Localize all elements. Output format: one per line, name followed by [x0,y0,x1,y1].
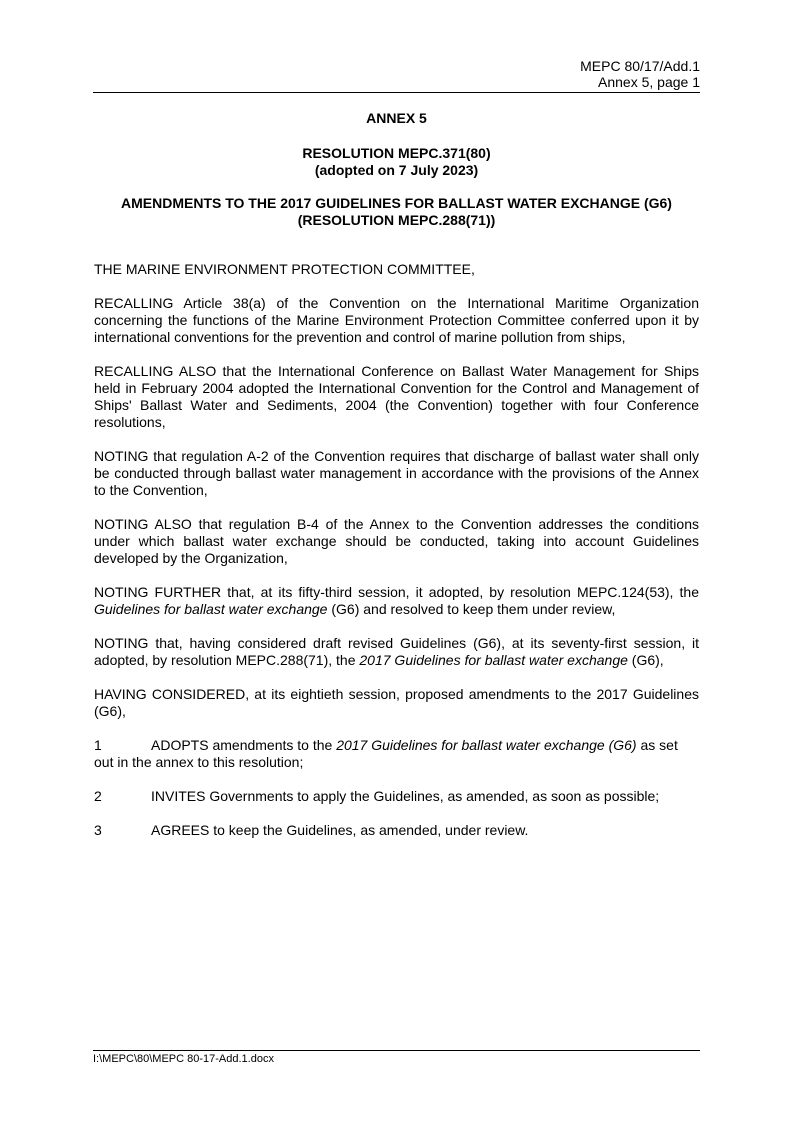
operative-text-1b: as set out in the annex to this resolution; [94,737,678,770]
noting-revised-text-a: NOTING that, having considered draft revised Guidelines (G6), at its seventy-first session, it adopted, by resolution MEPC.288(71), the [94,635,699,668]
amendments-title-line2: (RESOLUTION MEPC.288(71)) [297,212,496,228]
noting-further-text-b: (G6) and resolved to keep them under review, [327,601,616,617]
guidelines-title-italic: Guidelines for ballast water exchange [94,601,328,617]
noting-also-paragraph: NOTING ALSO that regulation B-4 of the Annex to the Convention addresses the conditions under which ballast water exchange should be conducted, taking into account Guidelines developed by the Organization, [94,516,699,566]
noting-further-text-a: NOTING FURTHER that, at its fifty-third session, it adopted, by resolution MEPC.124(53), the [94,584,699,600]
footer-file-path: I:\MEPC\80\MEPC 80-17-Add.1.docx [93,1053,274,1065]
2017-guidelines-title-italic: 2017 Guidelines for ballast water exchange [359,652,628,668]
amendments-title-line1: AMENDMENTS TO THE 2017 GUIDELINES FOR BALLAST WATER EXCHANGE (G6) [121,195,672,211]
resolution-body [94,261,699,856]
noting-paragraph-a2: NOTING that regulation A-2 of the Convention requires that discharge of ballast water shall only be conducted through ballast water management in accordance with the provisions of the Annex to the Convention, [94,448,699,498]
resolution-title [93,145,700,179]
footer-divider [93,1050,700,1051]
document-reference: MEPC 80/17/Add.1 [580,58,700,74]
page-header [93,58,700,90]
recalling-also-paragraph: RECALLING ALSO that the International Conference on Ballast Water Management for Ships held in February 2004 adopted the International Convention for the Control and Management of Ships' Ballast Water and Sediments, 2004 (the Convention) together with four Conference resolutions, [94,363,699,430]
operative-text-2: INVITES Governments to apply the Guidelines, as amended, as soon as possible; [151,788,660,804]
page-reference: Annex 5, page 1 [598,74,700,90]
operative-text-1a: ADOPTS amendments to the [151,737,337,753]
header-divider [93,92,700,93]
operative-paragraph-3 [94,822,699,839]
adoption-date: (adopted on 7 July 2023) [314,162,479,178]
operative-text-1-italic: 2017 Guidelines for ballast water exchange (G6) [336,737,637,753]
noting-revised-paragraph [94,635,699,669]
operative-number-2: 2 [94,788,102,804]
operative-text-3: AGREES to keep the Guidelines, as amended, under review. [151,822,529,838]
annex-title: ANNEX 5 [366,110,427,126]
operative-paragraph-1 [94,737,699,771]
operative-paragraph-2 [94,788,699,805]
committee-paragraph: THE MARINE ENVIRONMENT PROTECTION COMMITTEE, [94,261,475,277]
amendments-title [93,195,700,229]
operative-number-1: 1 [94,737,102,753]
noting-revised-text-b: (G6), [627,652,664,668]
recalling-paragraph: RECALLING Article 38(a) of the Convention on the International Maritime Organization concerning the functions of the Marine Environment Protection Committee conferred upon it by international conventions for the prevention and control of marine pollution from ships, [94,295,699,345]
noting-further-paragraph [94,584,699,618]
resolution-number: RESOLUTION MEPC.371(80) [302,145,491,161]
operative-number-3: 3 [94,822,102,838]
having-considered-paragraph: HAVING CONSIDERED, at its eightieth session, proposed amendments to the 2017 Guidelines (G6), [94,686,699,719]
